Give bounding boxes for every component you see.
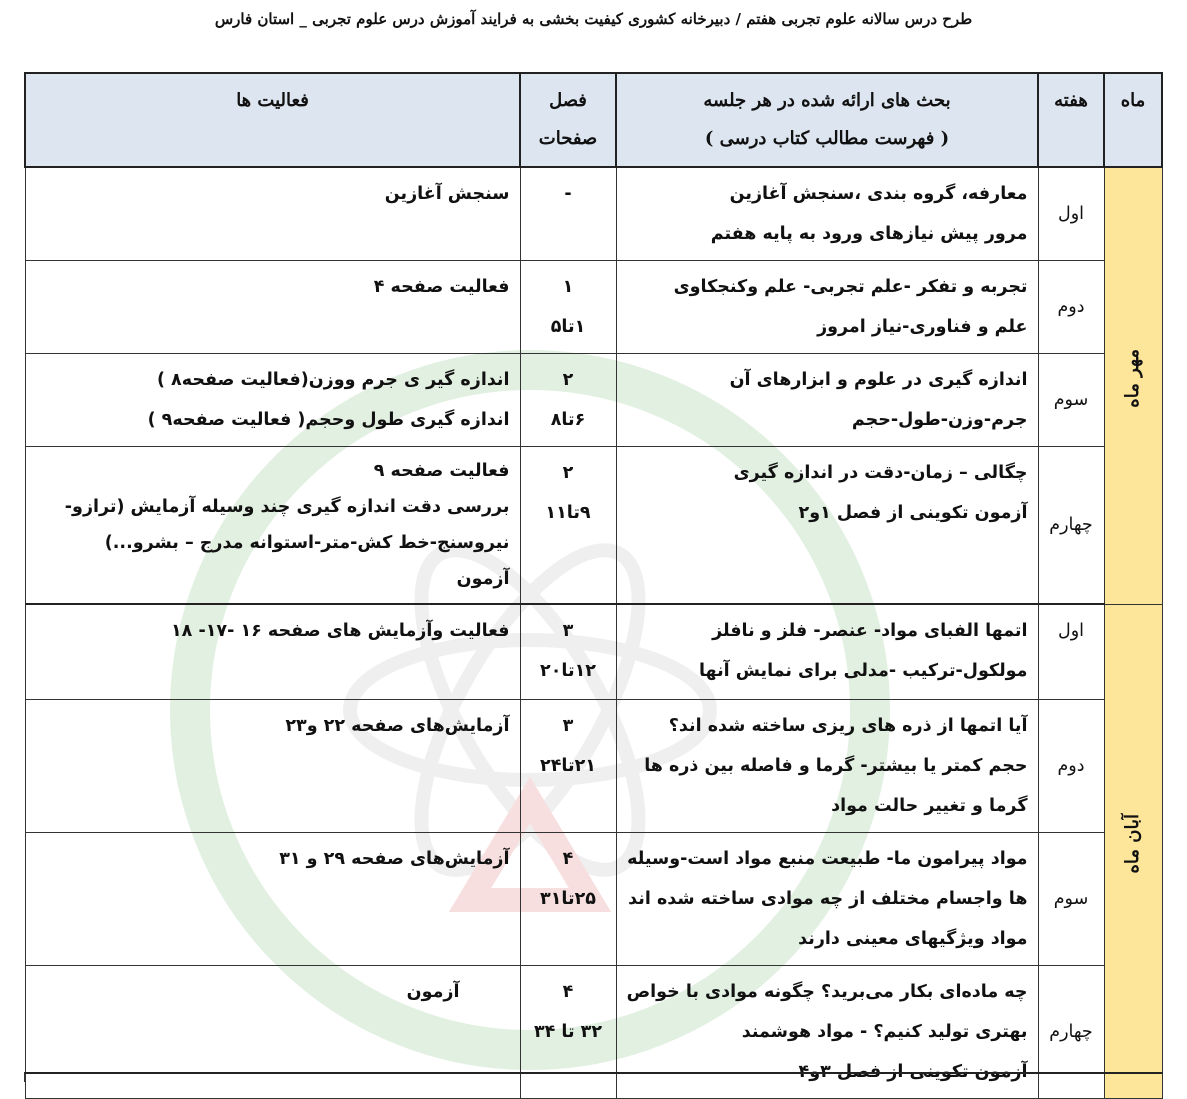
activities-cell	[25, 167, 520, 261]
chapter-cell	[520, 604, 616, 699]
activities-cell	[25, 604, 520, 699]
week-cell: چهارم	[1038, 965, 1104, 1098]
page-title: طرح درس سالانه علوم تجربی هفتم / دبیرخانه کشوری کیفیت بخشی به فرایند آموزش درس علوم تجربی _ استان فارس	[214, 10, 973, 28]
chapter-line: ۴	[562, 981, 574, 1002]
week-cell: اول	[1038, 604, 1104, 699]
topic-line: اندازه گیری در علوم و ابزارهای آن	[729, 370, 1028, 390]
topics-cell	[616, 167, 1038, 261]
activity-line: آزمون	[456, 569, 510, 589]
header-pages-line: صفحات	[538, 128, 598, 149]
table-row	[25, 167, 1162, 261]
activity-line: سنجش آغازین	[384, 184, 510, 204]
week-cell: سوم	[1038, 354, 1104, 447]
topic-line: گرما و تغییر حالت مواد	[831, 795, 1028, 816]
topic-line: علم و فناوری-نیاز امروز	[817, 317, 1028, 337]
activity-line: بررسی دقت اندازه گیری چند وسیله آزمایش (ترازو-	[64, 497, 510, 517]
activity-line: فعالیت وآزمایش های صفحه ۱۶ -۱۷- ۱۸	[170, 621, 510, 641]
activity-line: نیروسنج-خط کش-متر-استوانه مدرج – بشرو...)	[104, 533, 510, 553]
topic-line: آیا اتمها از ذره های ریزی ساخته شده اند؟	[668, 715, 1028, 736]
week-cell: سوم	[1038, 832, 1104, 965]
chapter-line: ۱	[562, 277, 574, 297]
table-row	[25, 261, 1162, 354]
month-label: مهر ماه	[1122, 348, 1143, 408]
header-chapter-line: فصل	[549, 90, 587, 111]
chapter-line: ۲	[562, 463, 574, 483]
pages-line: ۱تا۵	[550, 317, 586, 337]
month-cell	[1104, 604, 1162, 1098]
topics-cell	[616, 832, 1038, 965]
table-row	[25, 447, 1162, 605]
activity-line: فعالیت صفحه ۴	[373, 277, 510, 297]
topic-line: تجربه و تفکر -علم تجربی- علم وکنجکاوی	[673, 277, 1028, 297]
chapter-line: ۲	[562, 370, 574, 390]
header-week: هفته	[1038, 73, 1104, 167]
activity-line: آزمایش‌های صفحه ۲۲ و۲۳	[285, 715, 510, 736]
week-cell: دوم	[1038, 261, 1104, 354]
month-label: آبان ماه	[1122, 813, 1143, 874]
topics-cell	[616, 699, 1038, 832]
activities-cell	[25, 832, 520, 965]
chapter-line: ۳	[562, 715, 574, 736]
chapter-cell	[520, 167, 616, 261]
activities-cell	[25, 699, 520, 832]
activities-cell	[25, 261, 520, 354]
week-cell: اول	[1038, 167, 1104, 261]
topic-line: مواد پیرامون ما- طبیعت منبع مواد است-وسیله	[627, 848, 1028, 869]
header-topics	[616, 73, 1038, 167]
topic-line: آزمون تکوینی از فصل ۳و۴	[798, 1061, 1028, 1082]
topic-line: اتمها الفبای مواد- عنصر- فلز و نافلز	[712, 621, 1028, 641]
activity-line: اندازه گیری طول وحجم( فعالیت صفحه۹ )	[147, 410, 510, 430]
chapter-line: ۴	[562, 848, 574, 869]
activity-line: فعالیت صفحه ۹	[373, 461, 510, 481]
topic-line: مواد ویژگیهای معینی دارند	[798, 928, 1028, 949]
chapter-cell	[520, 832, 616, 965]
topic-line: آزمون تکوینی از فصل ۱و۲	[798, 503, 1028, 523]
pages-line: ۹تا۱۱	[545, 503, 591, 523]
activities-cell	[25, 354, 520, 447]
chapter-cell	[520, 354, 616, 447]
table-row	[25, 699, 1162, 832]
pages-line: ۱۲تا۲۰	[540, 661, 596, 681]
header-topics-line: بحث های ارائه شده در هر جلسه	[703, 90, 951, 111]
topic-line: مولکول-ترکیب -مدلی برای نمایش آنها	[698, 661, 1028, 681]
pages-line: ۲۵تا۳۱	[540, 888, 596, 909]
topic-line: بهتری تولید کنیم؟ - مواد هوشمند	[741, 1021, 1028, 1042]
topic-line: مرور پیش نیازهای ورود به پایه هفتم	[710, 224, 1028, 244]
topic-line: چگالی – زمان-دقت در اندازه گیری	[733, 463, 1028, 483]
topic-line: ها واجسام مختلف از چه موادی ساخته شده اند	[628, 888, 1028, 909]
pages-line: ۲۱تا۲۴	[540, 755, 596, 776]
activities-cell	[25, 447, 520, 605]
topic-line: جرم-وزن-طول-حجم	[851, 410, 1028, 430]
pages-line: ۶تا۸	[550, 410, 586, 430]
next-section-border	[24, 1072, 1163, 1082]
chapter-line: ۳	[562, 621, 574, 641]
topic-line: معارفه، گروه بندی ،سنجش آغازین	[729, 184, 1028, 204]
activity-line: اندازه گیر ی جرم ووزن(فعالیت صفحه۸ )	[156, 370, 510, 390]
header-activities: فعالیت ها	[25, 73, 520, 167]
chapter-cell	[520, 699, 616, 832]
topic-line: چه ماده‌ای بکار می‌برید؟ چگونه موادی با خواص	[626, 981, 1028, 1002]
pages-line: ۳۲ تا ۳۴	[533, 1021, 603, 1042]
week-cell: چهارم	[1038, 447, 1104, 605]
table-row	[25, 354, 1162, 447]
activity-line: آزمایش‌های صفحه ۲۹ و ۳۱	[279, 848, 510, 869]
topic-line: حجم کمتر یا بیشتر- گرما و فاصله بین ذره ها	[644, 755, 1028, 776]
week-cell: دوم	[1038, 699, 1104, 832]
topics-cell	[616, 354, 1038, 447]
header-chapter	[520, 73, 616, 167]
chapter-cell	[520, 261, 616, 354]
month-cell	[1104, 167, 1162, 604]
topics-cell	[616, 447, 1038, 605]
header-topics-line: ( فهرست مطالب کتاب درسی )	[704, 128, 950, 149]
lesson-plan-table	[24, 72, 1163, 1099]
header-month: ماه	[1104, 73, 1162, 167]
activity-line: آزمون	[406, 981, 460, 1002]
table-row	[25, 832, 1162, 965]
table-header-row	[25, 73, 1162, 167]
chapter-cell	[520, 447, 616, 605]
chapter-line: -	[564, 184, 572, 204]
topics-cell	[616, 261, 1038, 354]
table-row	[25, 604, 1162, 699]
topics-cell	[616, 604, 1038, 699]
